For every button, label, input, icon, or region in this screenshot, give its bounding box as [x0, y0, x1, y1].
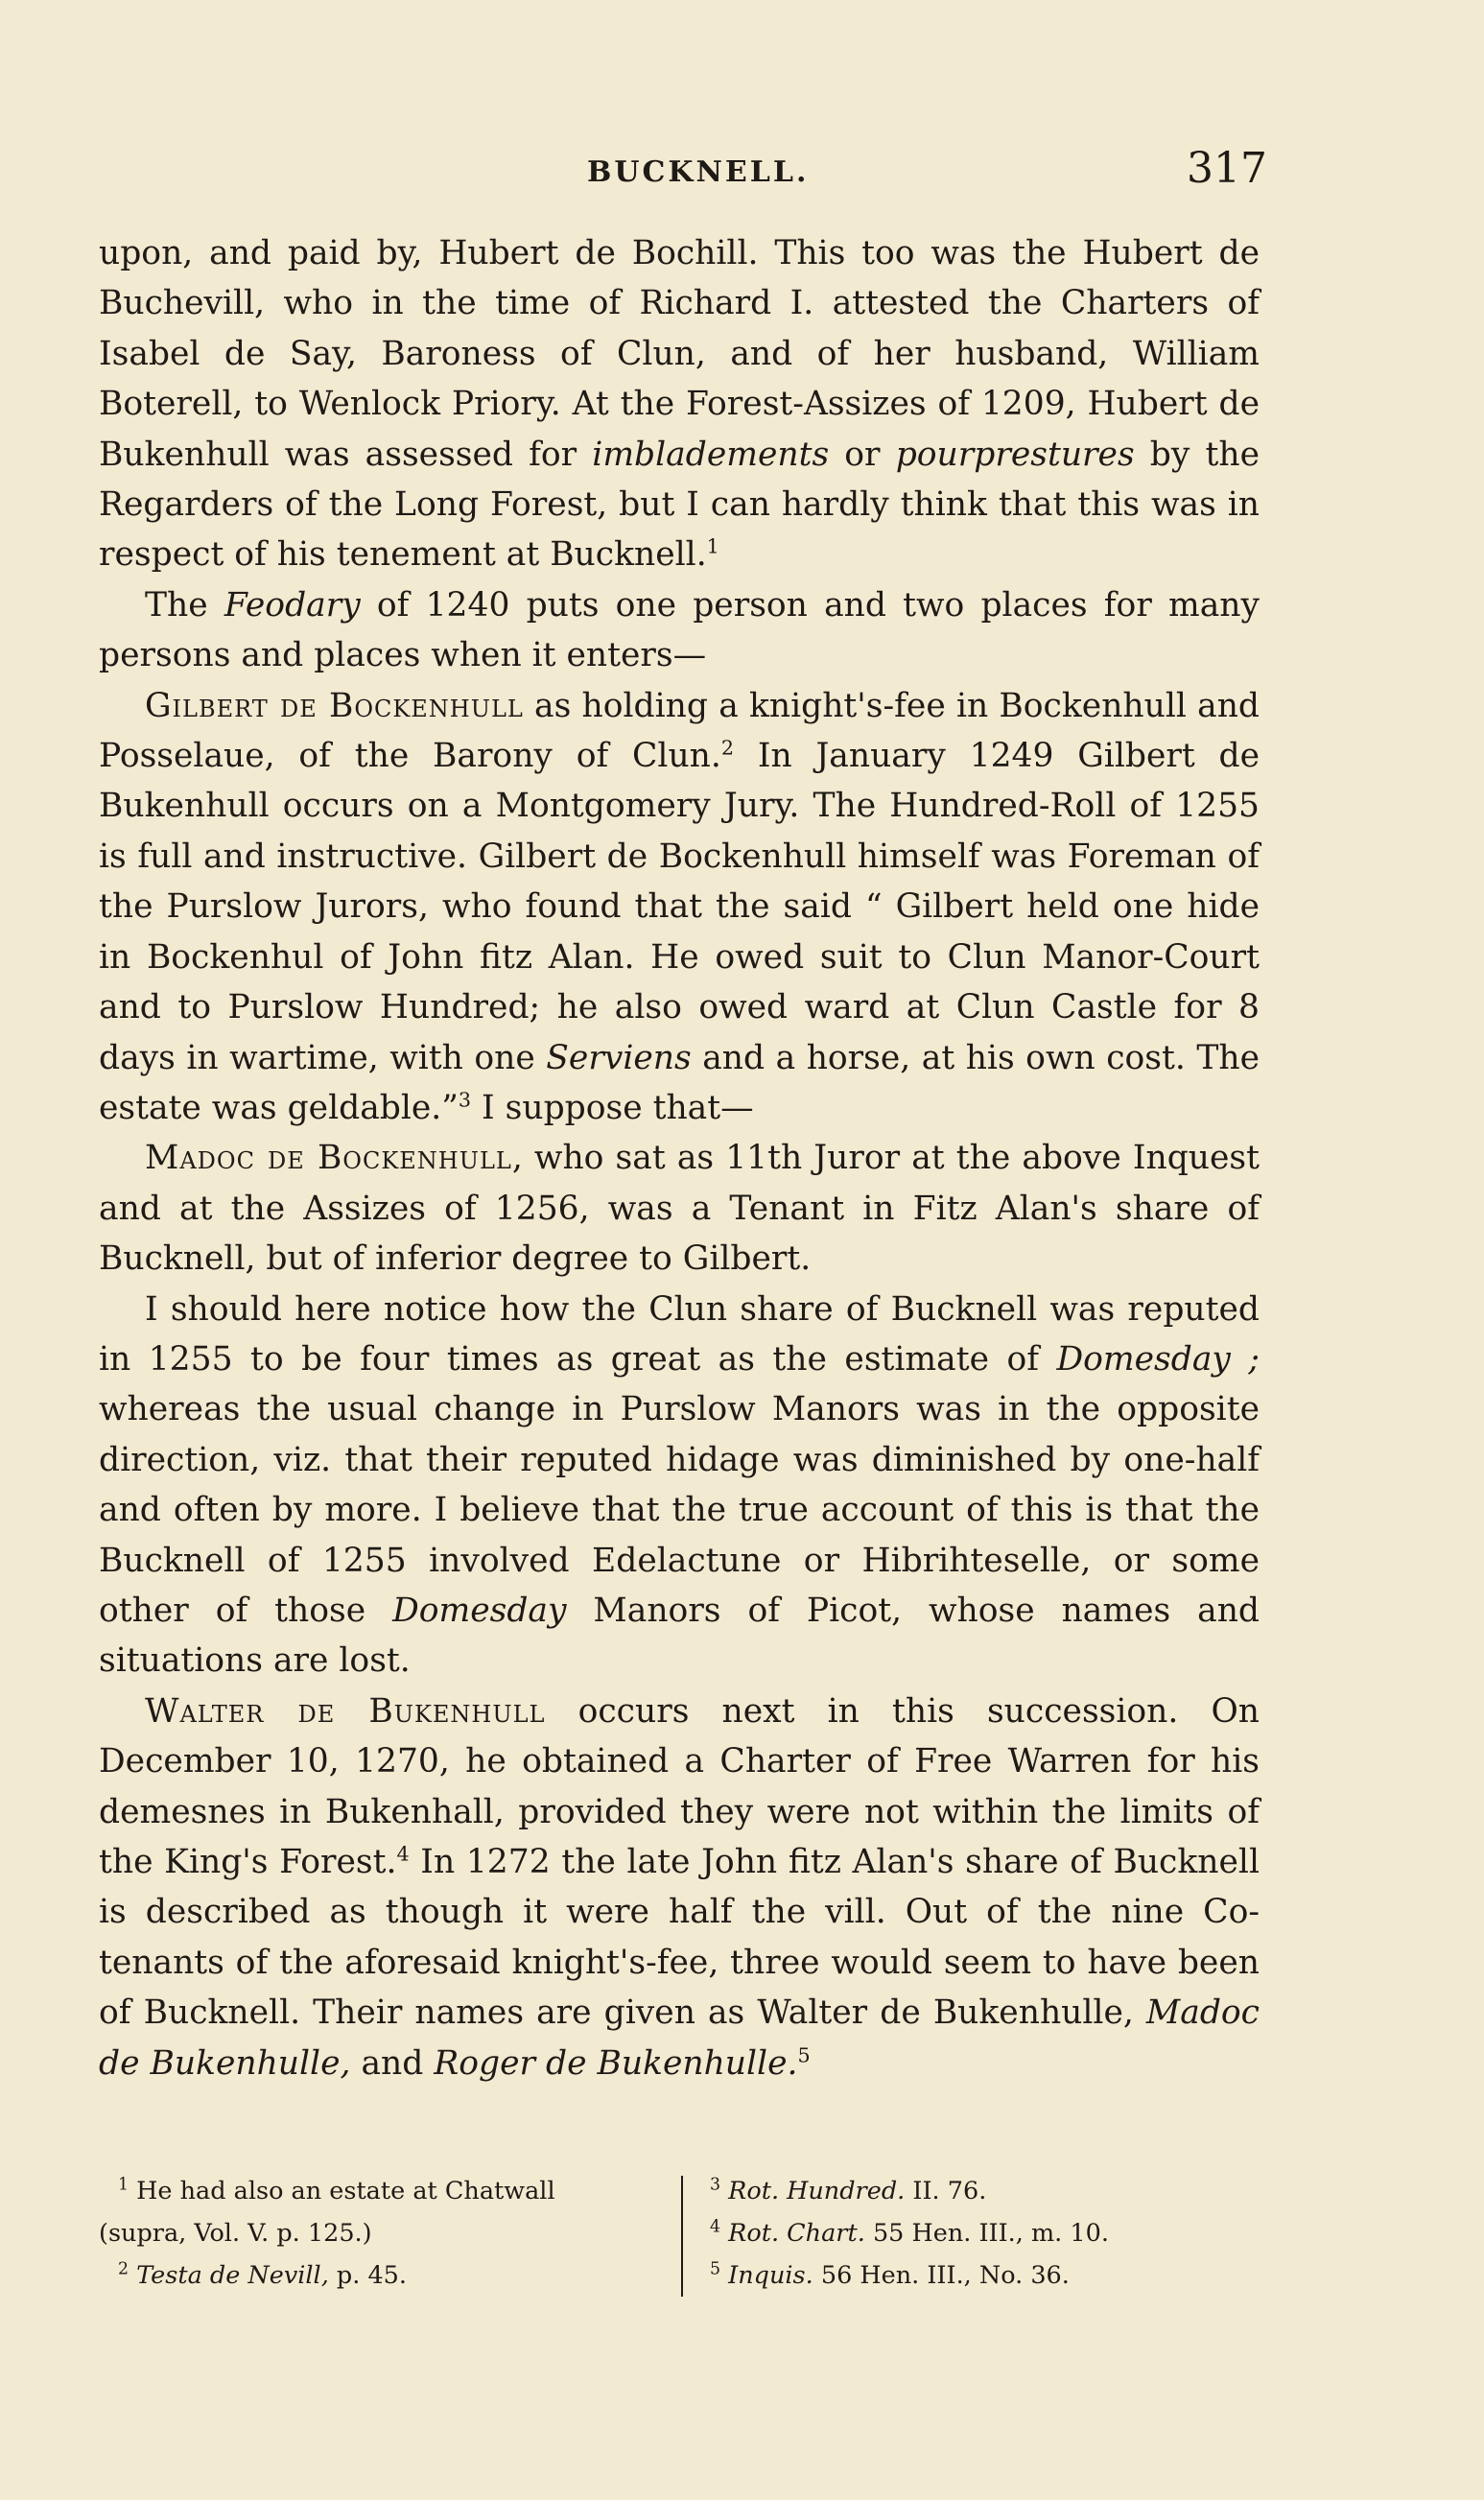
footnote-4: $^4$ Rot. Chart. 55 Hen. III., m. 10.	[710, 2217, 1109, 2248]
paragraph-3: Gilbert de Bockenhull as holding a knight's-fee in Bockenhull and Posselaue, of the Barony of Clun.$^2$ In January 1249 Gilbert de Bukenhull occurs on a Montgomery Jury. The Hundred-Roll of 1255 is full and instructive. Gilbert de Bockenhull himself was Foreman of the Purslow Jurors, who found that the said “ Gilbert held one hide in Bockenhul of John fitz Alan. He owed suit to Clun Manor-Court and to Purslow Hundred; he also owed ward at Clun Castle for 8 days in wartime, with one Serviens and a horse, at his own cost. The estate was geldable.”$^3$ I suppose that—	[99, 686, 1260, 1127]
paragraph-6: Walter de Bukenhull occurs next in this succession. On December 10, 1270, he obtained a Charter of Free Warren for his demesnes in Bukenhall, provided they were not within the limits of the King's Forest.$^4$ In 1272 the late John fitz Alan's share of Bucknell is described as though it were half the vill. Out of the nine Co-tenants of the aforesaid knight's-fee, three would seem to have been of Bucknell. Their names are given as Walter de Bukenhulle, Madoc de Bukenhulle, and Roger de Bukenhulle.$^5$	[99, 1691, 1260, 2083]
footnote-5: $^5$ Inquis. 56 Hen. III., No. 36.	[710, 2259, 1070, 2290]
person-name: Madoc de Bockenhull	[145, 1139, 512, 1178]
footnote-1-continued: (supra, Vol. V. p. 125.)	[99, 2219, 372, 2248]
footnote-divider	[681, 2176, 683, 2297]
footnote-ref: 4	[396, 1842, 410, 1866]
body-text	[99, 228, 1260, 2088]
paragraph-2: The Feodary of 1240 puts one person and two places for many persons and places when it enters—	[99, 585, 1260, 675]
footnote-ref: 2	[720, 736, 735, 760]
footnotes-left-column	[99, 2170, 671, 2297]
paragraph-4: Madoc de Bockenhull, who sat as 11th Juror at the above Inquest and at the Assizes of 1256, was a Tenant in Fitz Alan's share of Bucknell, but of inferior degree to Gilbert.	[99, 1139, 1260, 1279]
footnote-ref: 3	[458, 1088, 472, 1112]
footnote-2: $^2$ Testa de Nevill, p. 45.	[118, 2259, 408, 2290]
person-name: Gilbert de Bockenhull	[145, 686, 524, 725]
page-number: 317	[1187, 144, 1267, 193]
running-head: BUCKNELL.	[587, 155, 810, 189]
footnote-3: $^3$ Rot. Hundred. II. 76.	[710, 2175, 987, 2205]
footnote-1: $^1$ He had also an estate at Chatwall	[118, 2175, 555, 2205]
footnotes-right-column	[698, 2170, 1260, 2297]
footnote-ref: 1	[706, 534, 719, 558]
page-header	[0, 144, 1484, 201]
paragraph-1: upon, and paid by, Hubert de Bochill. This too was the Hubert de Buchevill, who in the time of Richard I. attested the Charters of Isabel de Say, Baroness of Clun, and of her husband, William Boterell, to Wenlock Priory. At the Forest-Assizes of 1209, Hubert de Bukenhull was assessed for imbladements or pourprestures by the Regarders of the Long Forest, but I can hardly think that this was in respect of his tenement at Bucknell.$^1$	[99, 234, 1260, 575]
footnote-ref: 5	[797, 2043, 811, 2067]
paragraph-5: I should here notice how the Clun share of Bucknell was reputed in 1255 to be four times as great as the estimate of Domesday ; whereas the usual change in Purslow Manors was in the opposite direction, viz. that their reputed hidage was diminished by one-half and often by more. I believe that the true account of this is that the Bucknell of 1255 involved Edelactune or Hibrihteselle, or some other of those Domesday Manors of Picot, whose names and situations are lost.	[99, 1289, 1260, 1681]
person-name: Walter de Bukenhull	[145, 1691, 546, 1731]
